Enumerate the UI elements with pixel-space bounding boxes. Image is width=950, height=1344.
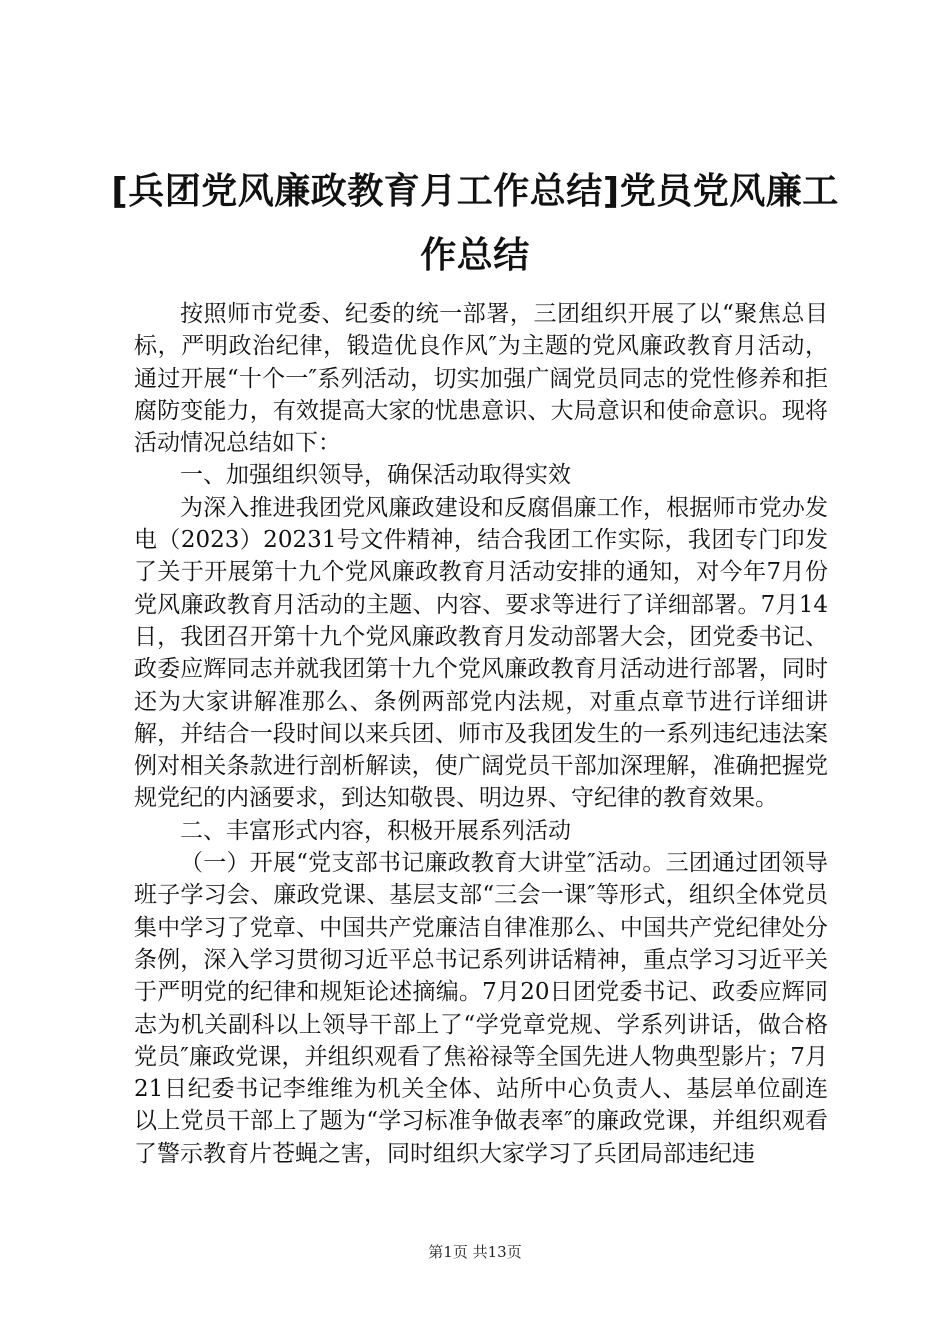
section-heading-1: 一、加强组织领导，确保活动取得实效: [180, 462, 571, 489]
section-heading-2: 二、丰富形式内容，积极开展系列活动: [180, 817, 571, 844]
paragraph-section-2-item-1: （一）开展“党支部书记廉政教育大讲堂″活动。三团通过团领导班子学习会、廉政党课、基层支部“三会一课″等形式，组织全体党员集中学习了党章、中国共产党廉洁自律准那么、中国共产党纪律处分条例，深入学习贯彻习近平总书记系列讲话精神，重点学习习近平关于严明党的纪律和规矩论述摘编。7月20日团党委书记、政委应辉同志为机关副科以上领导干部上了“学党章党规、学系列讲话，做合格党员″廉政党课，并组织观看了焦裕禄等全国先进人物典型影片；7月21日纪委书记李维维为机关全体、站所中心负责人、基层单位副连以上党员干部上了题为“学习标准争做表率″的廉政党课，并组织观看了警示教育片苍蝇之害，同时组织大家学习了兵团局部违纪违: [134, 850, 828, 1167]
document-title: [兵团党风廉政教育月工作总结]党员党风廉工作总结: [111, 171, 839, 276]
page-footer: 第1页 共13页: [428, 1243, 522, 1261]
document-body: [134, 298, 828, 1170]
paragraph-section-1: 为深入推进我团党风廉政建设和反腐倡廉工作，根据师市党办发电（2023）20231号文件精神，结合我团工作实际，我团专门印发了关于开展第十九个党风廉政教育月活动安排的通知，对今年7月份党风廉政教育月活动的主题、内容、要求等进行了详细部署。7月14日，我团召开第十九个党风廉政教育月发动部署大会，团党委书记、政委应辉同志并就我团第十九个党风廉政教育月活动进行部署，同时还为大家讲解准那么、条例两部党内法规，对重点章节进行详细讲解，并结合一段时间以来兵团、师市及我团发生的一系列违纪违法案例对相关条款进行剖析解读，使广阔党员干部加深理解，准确把握党规党纪的内涵要求，到达知敬畏、明边界、守纪律的教育效果。: [134, 494, 828, 812]
paragraph-intro: 按照师市党委、纪委的统一部署，三团组织开展了以“聚焦总目标，严明政治纪律，锻造优良作风″为主题的党风廉政教育月活动，通过开展“十个一″系列活动，切实加强广阔党员同志的党性修养和拒腐防变能力，有效提高大家的忧患意识、大局意识和使命意识。现将活动情况总结如下：: [134, 301, 828, 457]
